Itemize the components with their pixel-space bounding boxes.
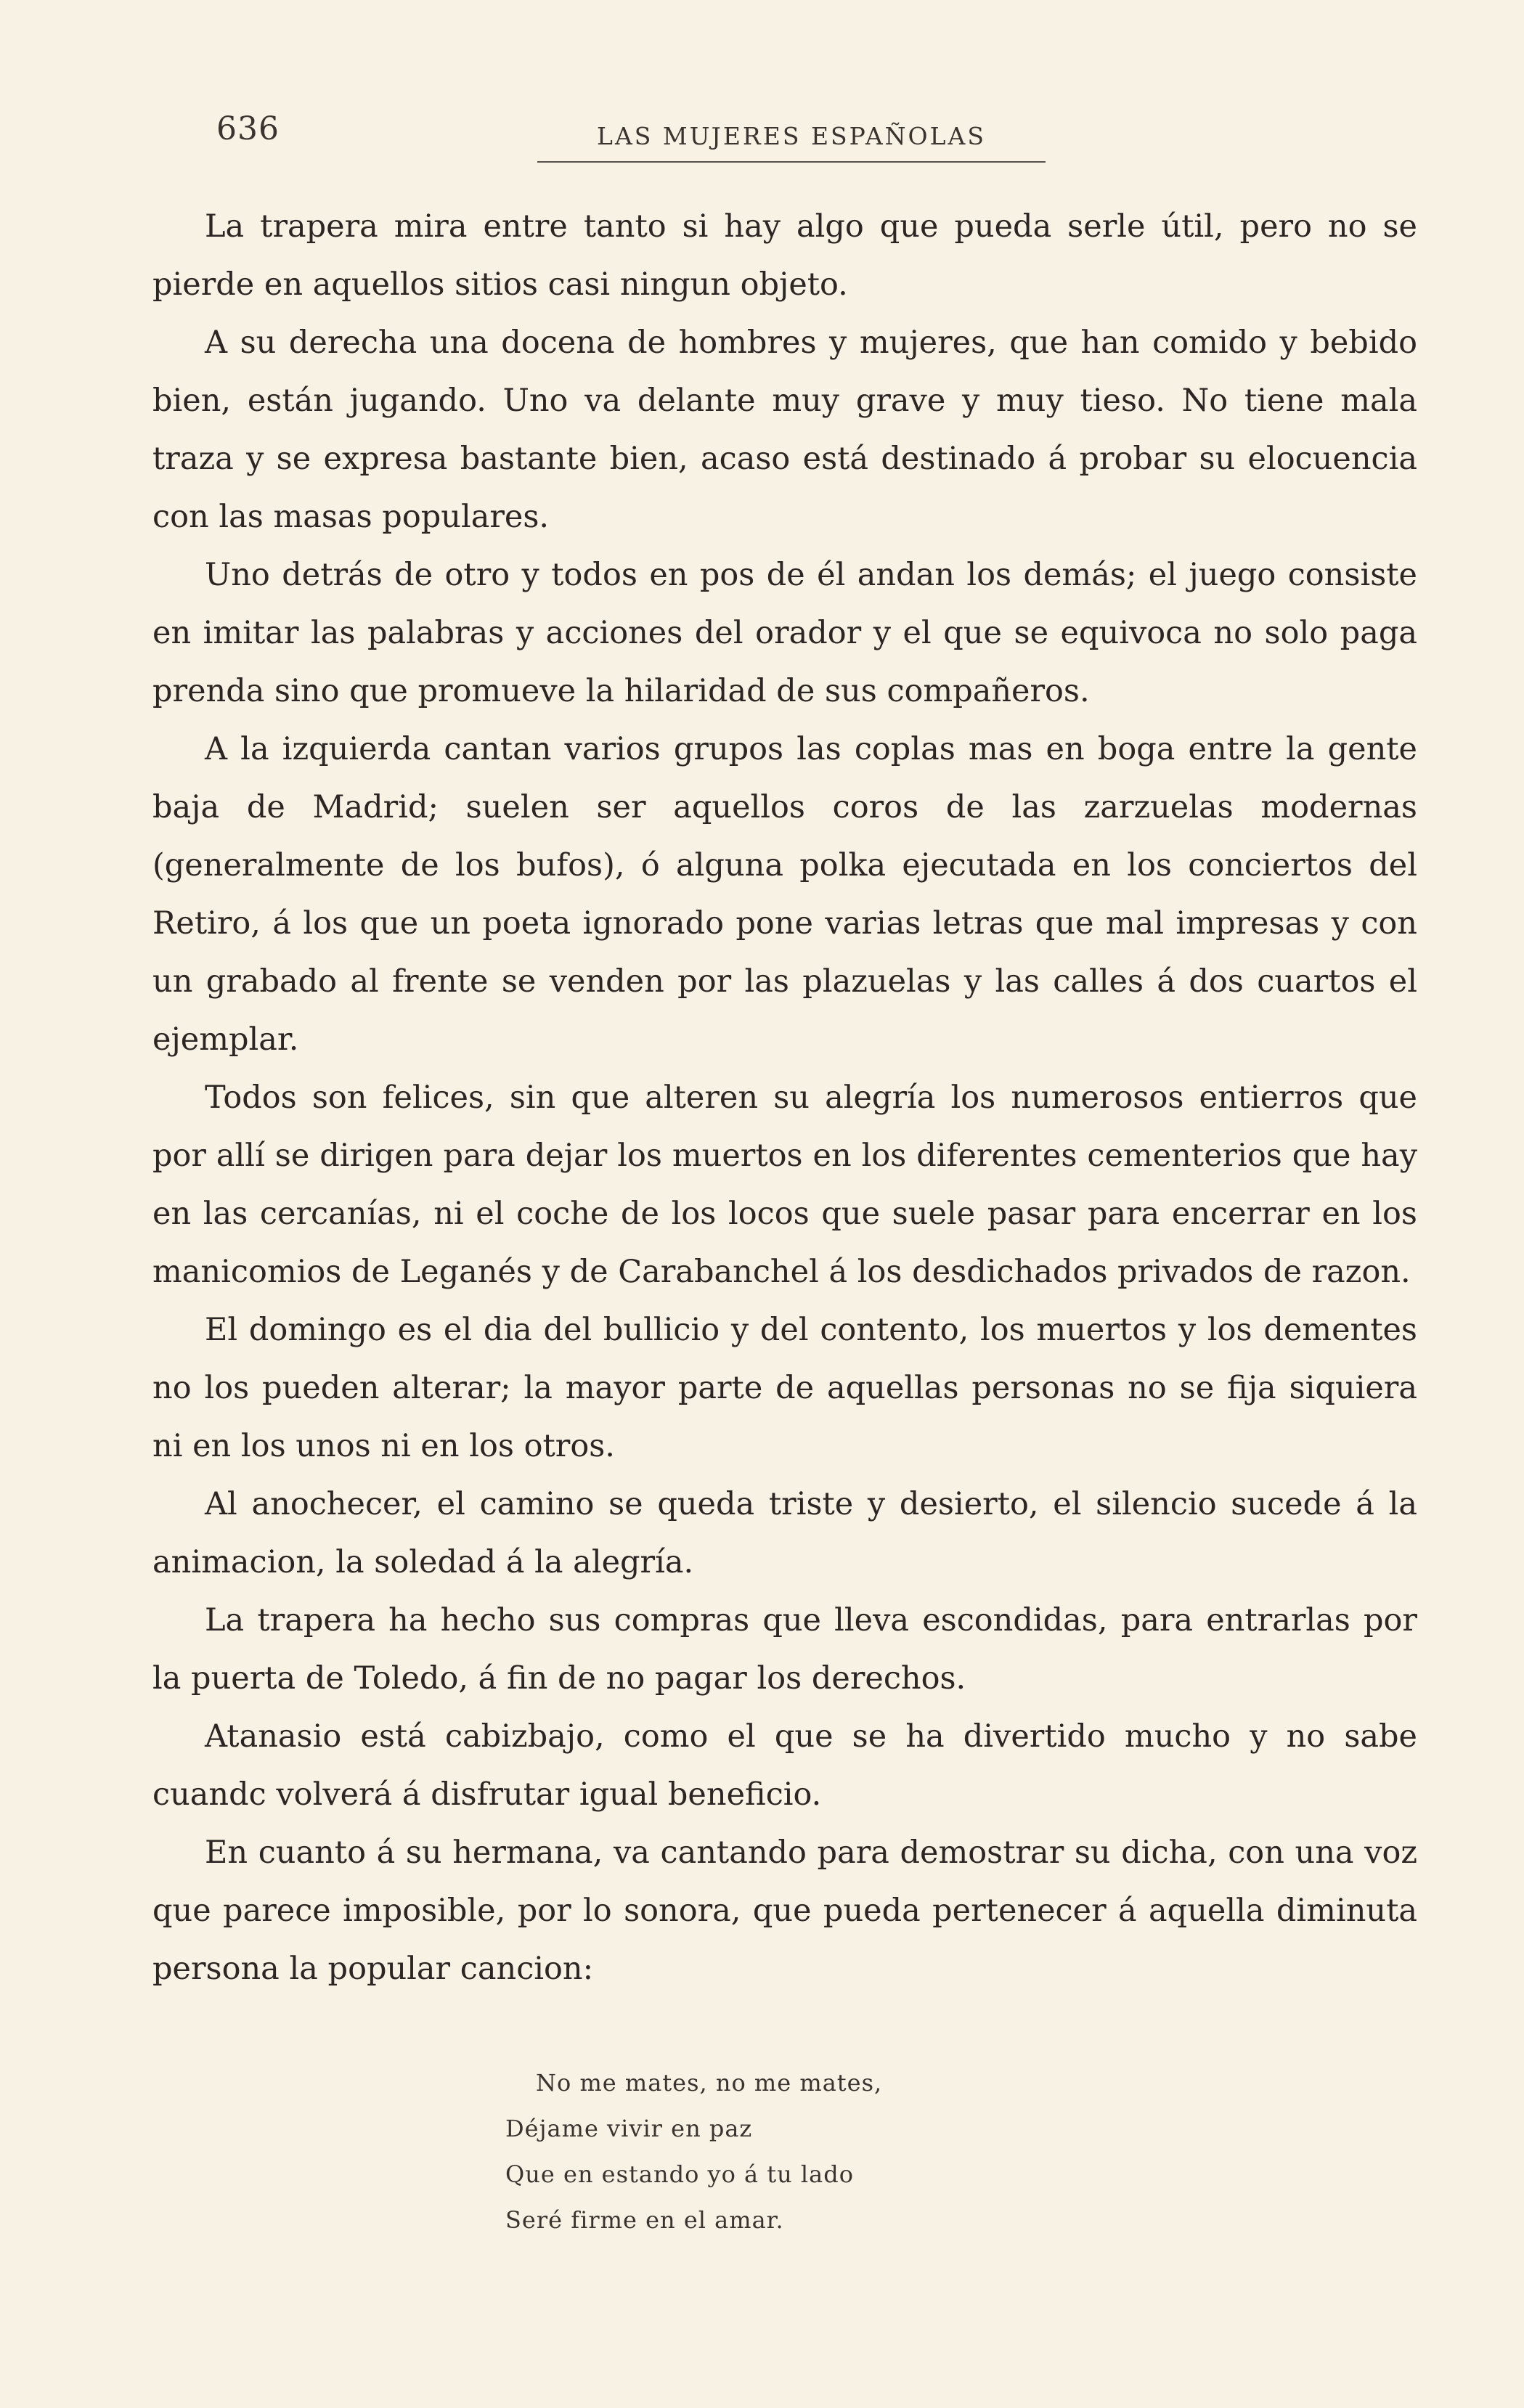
song-verse xyxy=(505,2060,1057,2243)
running-title: LAS MUJERES ESPAÑOLAS xyxy=(597,122,986,150)
verse-line: No me mates, no me mates, xyxy=(536,2069,883,2097)
paragraph: Uno detrás de otro y todos en pos de él andan los demás; el juego consiste en imitar las palabras y acciones del orador y el que se equivoca no solo paga prenda sino que promueve la hilaridad de sus compañeros. xyxy=(152,557,1417,709)
paragraph: El domingo es el dia del bullicio y del contento, los muertos y los dementes no los pueden alterar; la mayor parte de aquellas personas no se fija siquiera ni en los unos ni en los otros. xyxy=(152,1312,1417,1464)
paragraph: A la izquierda cantan varios grupos las coplas mas en boga entre la gente baja de Madrid; suelen ser aquellos coros de las zarzuelas modernas (generalmente de los bufos), ó alguna polka ejecutada en los conciertos del Retiro, á los que un poeta ignorado pone varias letras que mal impresas y con un grabado al frente se venden por las plazuelas y las calles á dos cuartos el ejemplar. xyxy=(152,731,1417,1058)
paragraph: Todos son felices, sin que alteren su alegría los numerosos entierros que por allí se dirigen para dejar los muertos en los diferentes cementerios que hay en las cercanías, ni el coche de los locos que suele pasar para encerrar en los manicomios de Leganés y de Carabanchel á los desdichados privados de razon. xyxy=(152,1079,1417,1290)
verse-line: Seré firme en el amar. xyxy=(505,2206,784,2234)
page-number: 636 xyxy=(216,110,280,147)
paragraph: En cuanto á su hermana, va cantando para demostrar su dicha, con una voz que parece imposible, por lo sonora, que pueda pertenecer á aquella diminuta persona la popular cancion: xyxy=(152,1834,1417,1987)
paragraph: Atanasio está cabizbajo, como el que se ha divertido mucho y no sabe cuandc volverá á disfrutar igual beneficio. xyxy=(152,1718,1417,1813)
paragraph: La trapera ha hecho sus compras que lleva escondidas, para entrarlas por la puerta de Toledo, á fin de no pagar los derechos. xyxy=(152,1602,1417,1697)
body-text xyxy=(152,197,1417,1998)
verse-line: Que en estando yo á tu lado xyxy=(505,2160,854,2188)
paragraph: La trapera mira entre tanto si hay algo que pueda serle útil, pero no se pierde en aquellos sitios casi ningun objeto. xyxy=(152,208,1417,303)
verse-line: Déjame vivir en paz xyxy=(505,2115,753,2142)
paragraph: A su derecha una docena de hombres y mujeres, que han comido y bebido bien, están jugando. Uno va delante muy grave y muy tieso. No tiene mala traza y se expresa bastante bien, acaso está destinado á probar su elocuencia con las masas populares. xyxy=(152,325,1417,535)
paragraph: Al anochecer, el camino se queda triste y desierto, el silencio sucede á la animacion, la soledad á la alegría. xyxy=(152,1486,1417,1580)
header-rule xyxy=(537,161,1046,163)
